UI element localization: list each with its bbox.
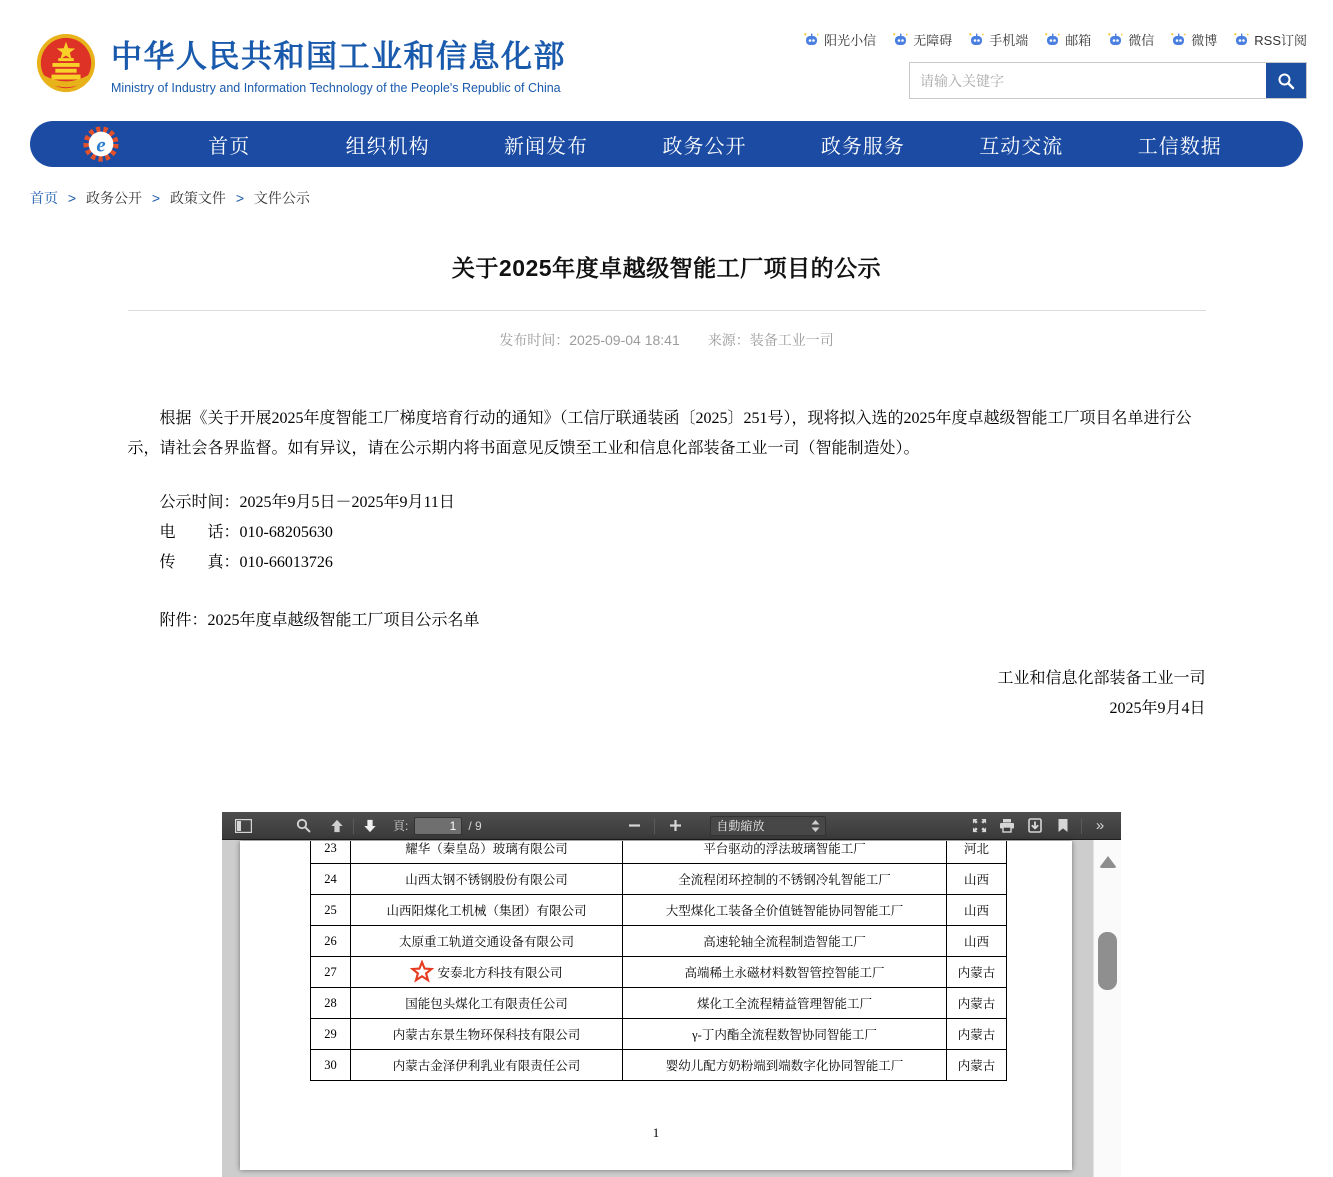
presentation-mode-button[interactable]	[966, 815, 992, 837]
quick-link[interactable]	[1044, 30, 1091, 49]
pdf-scrollbar[interactable]	[1093, 840, 1121, 1177]
cell-province: 山西	[947, 895, 1007, 926]
breadcrumb-separator: >	[67, 190, 77, 206]
zoom-controls	[482, 815, 966, 837]
signature-department: 工业和信息化部装备工业一司	[997, 670, 1206, 687]
arrow-down-icon	[363, 819, 377, 833]
page-title: 关于2025年度卓越级智能工厂项目的公示	[451, 255, 882, 281]
sidebar-toggle-icon	[235, 819, 252, 833]
search-icon	[1277, 72, 1295, 90]
cell-company	[351, 926, 623, 957]
quick-link-label: 手机端	[989, 33, 1029, 48]
robot-icon	[1170, 31, 1187, 48]
quick-link[interactable]	[1233, 30, 1307, 49]
double-chevron-icon: »	[1095, 817, 1105, 834]
cell-project: 煤化工全流程精益管理智能工厂	[623, 988, 947, 1019]
phone-line: 电 话：010-68205630	[159, 524, 333, 541]
cell-number: 25	[311, 895, 351, 926]
table-row	[311, 1050, 1007, 1081]
search-input[interactable]	[910, 63, 1266, 98]
page-label: 頁:	[393, 819, 409, 833]
site-brand[interactable]	[35, 26, 566, 99]
pdf-page-footer-number: 1	[652, 1125, 660, 1140]
plus-icon	[669, 819, 682, 832]
cell-number: 28	[311, 988, 351, 1019]
paragraph: 根据《关于开展2025年度智能工厂梯度培育行动的通知》（工信厅联通装函〔2025〕251号），现将拟入选的2025年度卓越级智能工厂项目名单进行公示，请社会各界监督。如有异议，请在公示期内将书面意见反馈至工业和信息化部装备工业一司（智能制造处）。	[127, 410, 1192, 457]
zoom-out-button[interactable]	[621, 815, 647, 837]
zoom-in-button[interactable]	[662, 815, 688, 837]
nav-item-label: 组织机构	[345, 135, 430, 158]
bookmark-icon	[1057, 818, 1069, 833]
cell-company	[351, 957, 623, 988]
cell-province: 山西	[947, 926, 1007, 957]
national-emblem-logo	[35, 32, 97, 94]
public-period: 公示时间：2025年9月5日－2025年9月11日	[159, 494, 455, 511]
company-name: 安泰北方科技有限公司	[437, 966, 563, 980]
table-row	[311, 1019, 1007, 1050]
toolbar-right-group	[966, 815, 1113, 837]
robot-icon	[1233, 31, 1250, 48]
cell-project: 高速轮轴全流程制造智能工厂	[623, 926, 947, 957]
fullscreen-icon	[972, 818, 987, 833]
pdf-table-clip	[310, 841, 1010, 1089]
quick-link[interactable]	[1170, 30, 1217, 49]
arrow-up-icon	[330, 819, 344, 833]
site-subtitle: Ministry of Industry and Information Technology of the People's Republic of China	[111, 80, 561, 95]
page-count: / 9	[468, 818, 482, 833]
more-tools-button[interactable]	[1087, 815, 1113, 837]
scrollbar-thumb[interactable]	[1098, 932, 1117, 990]
cell-province: 河北	[947, 841, 1007, 864]
cell-company	[351, 988, 623, 1019]
download-button[interactable]	[1022, 815, 1048, 837]
company-name: 国能包头煤化工有限责任公司	[405, 997, 568, 1011]
table-row	[311, 988, 1007, 1019]
nav-item[interactable]	[942, 130, 1100, 159]
red-star-icon	[410, 960, 434, 984]
quick-link-label: 微博	[1191, 33, 1218, 48]
company-name: 内蒙古东景生物环保科技有限公司	[392, 1028, 581, 1042]
contact-block	[128, 488, 1206, 578]
table-row	[311, 926, 1007, 957]
svg-text:e: e	[96, 132, 106, 157]
nav-item-label: 政务服务	[820, 135, 905, 158]
quick-link[interactable]	[803, 30, 876, 49]
quick-link-label: 邮箱	[1065, 33, 1092, 48]
pdf-page	[240, 841, 1072, 1170]
attachment-link[interactable]: 附件：2025年度卓越级智能工厂项目公示名单	[159, 612, 480, 629]
nav-item[interactable]	[308, 130, 466, 159]
breadcrumb-label: 文件公示	[253, 190, 310, 206]
cell-province: 内蒙古	[947, 988, 1007, 1019]
quick-links	[824, 30, 1307, 49]
nav-item[interactable]	[467, 130, 625, 159]
scroll-up-arrow-icon[interactable]	[1099, 856, 1117, 868]
nav-item-label: 工信数据	[1137, 135, 1222, 158]
table-row	[311, 895, 1007, 926]
nav-item-label: 互动交流	[979, 135, 1064, 158]
select-spinner-icon	[811, 820, 820, 832]
search-button[interactable]	[1266, 63, 1306, 98]
toolbar-separator	[1081, 818, 1082, 834]
quick-link[interactable]	[1107, 30, 1154, 49]
minus-icon	[628, 819, 641, 832]
breadcrumb-item[interactable]	[30, 190, 62, 206]
cell-project: 平台驱动的浮法玻璃智能工厂	[623, 841, 947, 864]
source-value: 装备工业一司	[749, 332, 834, 348]
nav-items	[150, 130, 1259, 159]
nav-item[interactable]	[1101, 130, 1259, 159]
fax-line: 传 真：010-66013726	[159, 554, 333, 571]
robot-icon	[892, 31, 909, 48]
signature-date: 2025年9月4日	[1109, 700, 1206, 717]
publish-label: 发布时间：	[499, 332, 570, 348]
nav-item[interactable]	[150, 130, 308, 159]
find-button[interactable]	[290, 815, 316, 837]
breadcrumb-label: 政务公开	[85, 190, 142, 206]
breadcrumb-item[interactable]	[254, 190, 310, 206]
search-bar	[909, 62, 1307, 99]
find-icon	[296, 818, 311, 833]
cell-province: 山西	[947, 864, 1007, 895]
quick-link-label: 微信	[1128, 33, 1155, 48]
cell-number: 27	[311, 957, 351, 988]
cell-company	[351, 864, 623, 895]
cell-number: 24	[311, 864, 351, 895]
cell-project: 全流程闭环控制的不锈钢冷轧智能工厂	[623, 864, 947, 895]
cell-number: 29	[311, 1019, 351, 1050]
cell-company	[351, 1050, 623, 1081]
print-button[interactable]	[994, 815, 1020, 837]
company-name: 山西阳煤化工机械（集团）有限公司	[386, 904, 587, 918]
breadcrumb	[30, 188, 1303, 208]
nav-item[interactable]	[784, 130, 942, 159]
cell-project: 婴幼儿配方奶粉端到端数字化协同智能工厂	[623, 1050, 947, 1081]
company-name: 耀华（秦皇岛）玻璃有限公司	[405, 842, 568, 856]
robot-icon	[803, 31, 820, 48]
nav-item[interactable]	[625, 130, 783, 159]
next-page-button[interactable]	[357, 815, 383, 837]
nav-gear-logo	[82, 125, 120, 163]
nav-item-label: 首页	[208, 135, 251, 158]
cell-province: 内蒙古	[947, 1019, 1007, 1050]
cell-company	[351, 1019, 623, 1050]
quick-link-label: 无障碍	[913, 33, 953, 48]
table-row	[311, 957, 1007, 988]
pdf-viewer	[222, 812, 1121, 1177]
robot-icon	[968, 31, 985, 48]
breadcrumb-item[interactable]	[86, 190, 146, 206]
cell-number: 23	[311, 841, 351, 864]
quick-link[interactable]	[892, 30, 952, 49]
table-row	[311, 841, 1007, 864]
company-name: 内蒙古金泽伊利乳业有限责任公司	[392, 1059, 581, 1073]
pdf-body	[222, 840, 1121, 1177]
nav-item-label: 新闻发布	[504, 135, 589, 158]
quick-link-label: RSS订阅	[1254, 33, 1307, 48]
article-body	[128, 404, 1206, 724]
pdf-toolbar	[222, 812, 1121, 840]
cell-province: 内蒙古	[947, 957, 1007, 988]
company-name: 太原重工轨道交通设备有限公司	[398, 935, 574, 949]
nav-item-label: 政务公开	[662, 135, 747, 158]
article-meta	[128, 330, 1206, 350]
print-icon	[999, 818, 1015, 833]
sidebar-toggle-button[interactable]	[230, 815, 256, 837]
download-icon	[1028, 818, 1042, 833]
publish-time: 2025-09-04 18:41	[569, 332, 680, 348]
breadcrumb-label: 首页	[30, 190, 58, 206]
bookmark-button[interactable]	[1050, 815, 1076, 837]
header-right	[824, 26, 1307, 99]
cell-number: 26	[311, 926, 351, 957]
toolbar-separator	[654, 818, 655, 834]
breadcrumb-item[interactable]	[170, 190, 230, 206]
company-name: 山西太钢不锈钢股份有限公司	[405, 873, 568, 887]
source-label: 来源：	[707, 332, 750, 348]
article	[128, 250, 1206, 724]
project-table-body	[311, 841, 1007, 1081]
site-header	[0, 0, 1333, 111]
cell-company	[351, 895, 623, 926]
page-number-input[interactable]	[414, 817, 462, 835]
main-nav	[30, 121, 1303, 167]
toolbar-separator	[353, 818, 354, 834]
project-table	[310, 841, 1007, 1081]
cell-province: 内蒙古	[947, 1050, 1007, 1081]
zoom-mode-value: 自動縮放	[716, 819, 765, 833]
title-divider	[128, 310, 1206, 311]
cell-project: γ-丁内酯全流程数智协同智能工厂	[623, 1019, 947, 1050]
cell-number: 30	[311, 1050, 351, 1081]
brand-text	[111, 31, 566, 95]
table-row	[311, 864, 1007, 895]
breadcrumb-label: 政策文件	[169, 190, 226, 206]
breadcrumb-separator: >	[235, 190, 245, 206]
cell-project: 高端稀土永磁材料数智管控智能工厂	[623, 957, 947, 988]
quick-link-label: 阳光小信	[824, 33, 877, 48]
site-title: 中华人民共和国工业和信息化部	[111, 38, 566, 74]
cell-project: 大型煤化工装备全价值链智能协同智能工厂	[623, 895, 947, 926]
quick-link[interactable]	[968, 30, 1028, 49]
robot-icon	[1107, 31, 1124, 48]
zoom-mode-select[interactable]	[710, 816, 826, 836]
breadcrumb-separator: >	[151, 190, 161, 206]
signature-block	[128, 664, 1206, 724]
cell-company	[351, 841, 623, 864]
previous-page-button[interactable]	[324, 815, 350, 837]
robot-icon	[1044, 31, 1061, 48]
